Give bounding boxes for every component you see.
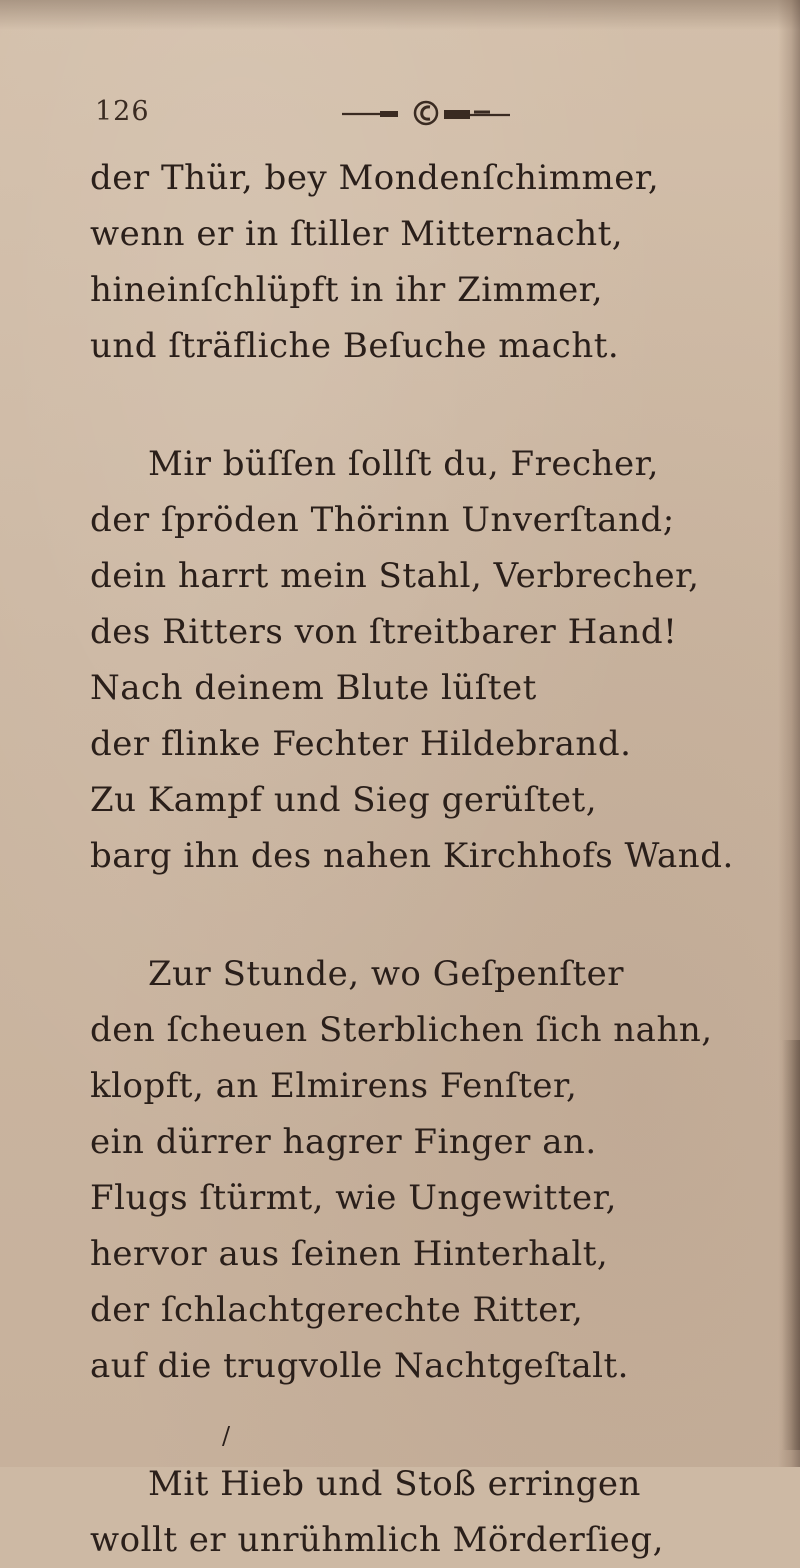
poem-line: der ſpröden Thörinn Unverſtand; — [90, 500, 675, 540]
poem-line: ein dürrer hagrer Finger an. — [90, 1122, 597, 1162]
poem-line: des Ritters von ſtreitbarer Hand! — [90, 612, 678, 652]
catchword-mark: / — [222, 1422, 231, 1450]
poem-line: wenn er in ſtiller Mitternacht, — [90, 214, 624, 254]
stanza-1 — [90, 150, 730, 374]
header-ornament-icon — [340, 100, 520, 126]
poem-text — [90, 150, 734, 1568]
poem-line: und ſträfliche Beſuche macht. — [90, 326, 620, 366]
poem-line: der Thür, bey Mondenſchimmer, — [90, 158, 660, 198]
poem-line: barg ihn des nahen Kirchhofs Wand. — [90, 836, 734, 876]
page-top-shadow — [0, 0, 800, 30]
poem-line: klopft, an Elmirens Fenſter, — [90, 1066, 578, 1106]
stanza-2 — [90, 436, 734, 884]
poem-line: Flugs ſtürmt, wie Ungewitter, — [90, 1178, 617, 1218]
poem-line: Nach deinem Blute lüſtet — [90, 668, 537, 708]
poem-line: den ſcheuen Sterblichen ſich nahn, — [90, 1010, 713, 1050]
poem-line: hineinſchlüpft in ihr Zimmer, — [90, 270, 604, 310]
poem-line: Mir büſſen ſollſt du, Frecher, — [148, 444, 659, 484]
poem-line: Zu Kampf und Sieg gerüſtet, — [90, 780, 597, 820]
poem-line: Mit Hieb und Stoß erringen — [148, 1464, 641, 1504]
stanza-4 — [90, 1456, 730, 1568]
poem-line: der flinke Fechter Hildebrand. — [90, 724, 632, 764]
poem-line: wollt er unrühmlich Mörderſieg, — [90, 1520, 664, 1560]
page-header — [95, 96, 555, 136]
poem-line: der ſchlachtgerechte Ritter, — [90, 1290, 584, 1330]
poem-line: dein harrt mein Stahl, Verbrecher, — [90, 556, 700, 596]
poem-line: Zur Stunde, wo Geſpenſter — [148, 954, 624, 994]
page-fold-shadow — [782, 1040, 800, 1450]
stanza-3 — [90, 946, 730, 1394]
poem-line: hervor aus ſeinen Hinterhalt, — [90, 1234, 609, 1274]
page-number: 126 — [95, 96, 150, 127]
poem-line: auf die trugvolle Nachtgeſtalt. — [90, 1346, 629, 1386]
